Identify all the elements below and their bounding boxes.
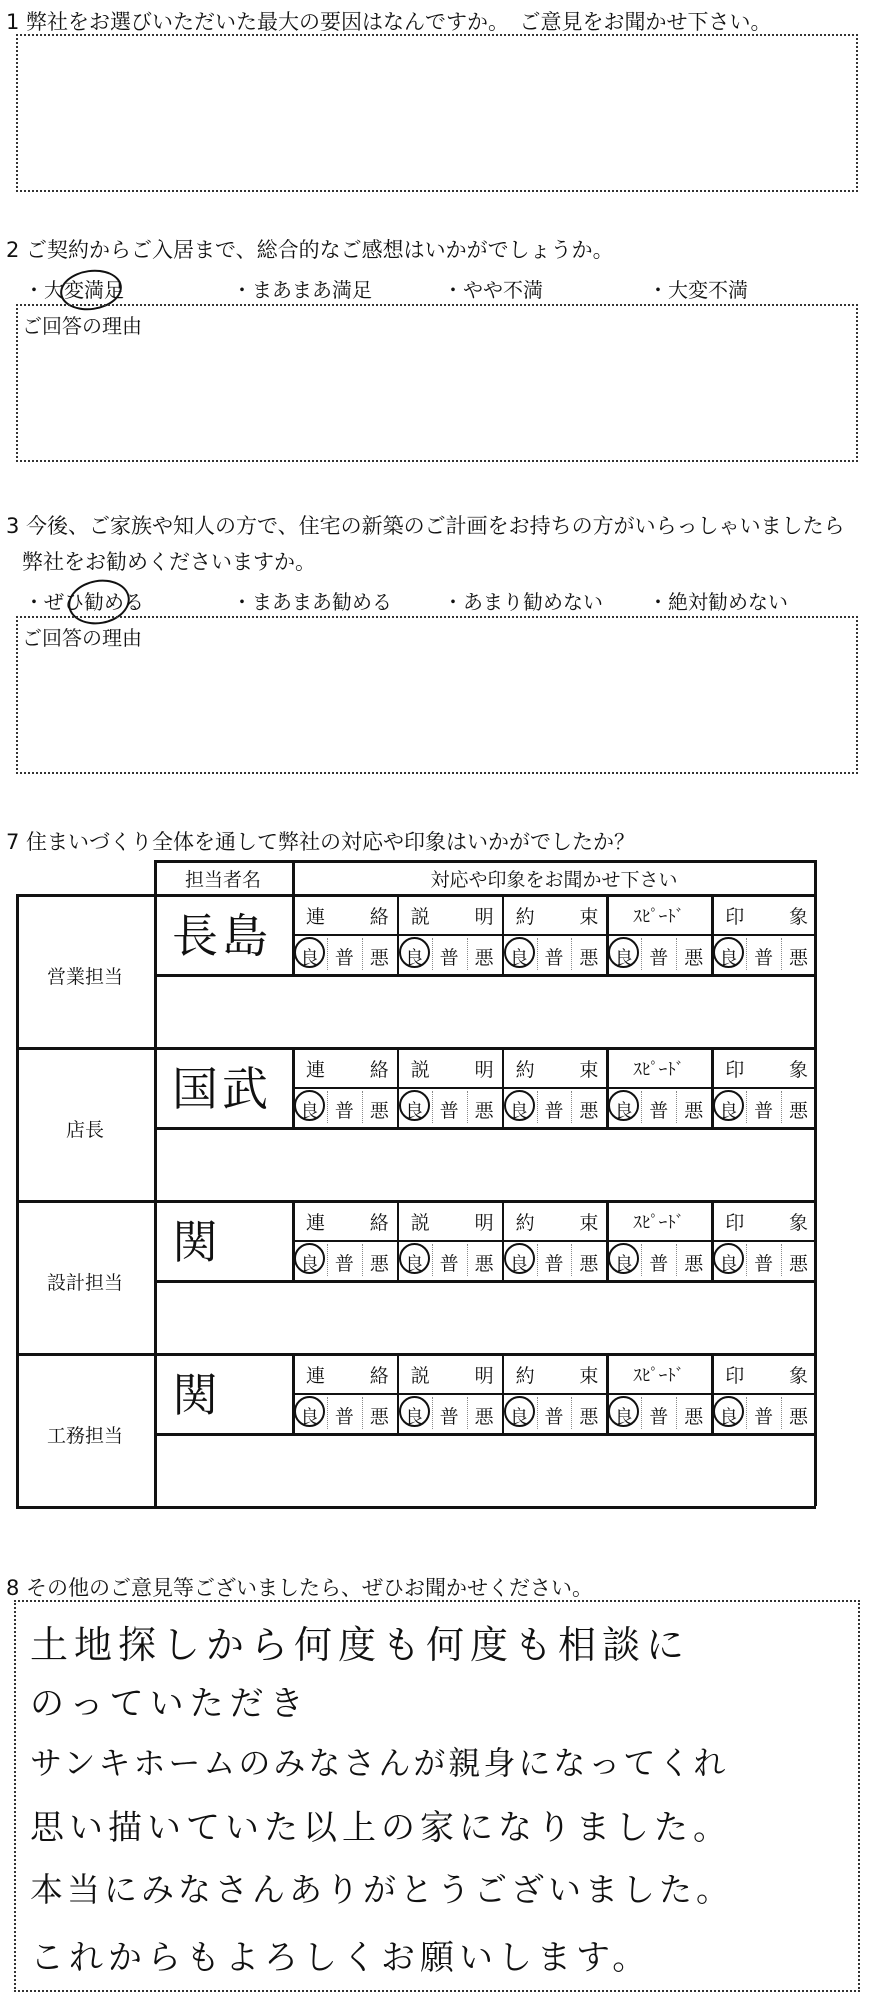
category-label: 説 (410, 906, 430, 928)
q2-text: 2 ご契約からご入居まで、総合的なご感想はいかがでしょうか。 (6, 238, 614, 262)
header-top-line (154, 860, 816, 863)
category-label: 説 (410, 1059, 430, 1081)
rating-option[interactable]: 普 (544, 1100, 564, 1122)
category-label: 説 (410, 1365, 430, 1387)
row-divider (16, 1200, 816, 1203)
rating-option[interactable]: 良 (509, 1406, 529, 1428)
rating-selected-circle (399, 1090, 430, 1121)
rating-selected-circle (399, 1396, 430, 1427)
rating-option[interactable]: 普 (649, 1253, 669, 1275)
category-label: 約 (515, 1365, 535, 1387)
q3-text-line1: 3 今後、ご家族や知人の方で、住宅の新築のご計画をお持ちの方がいらっしゃいましたら (6, 514, 845, 538)
category-line (292, 934, 816, 936)
q7-text: 7 住まいづくり全体を通して弊社の対応や印象はいかがでしたか？ (6, 830, 636, 854)
rating-bottom-line (154, 1433, 816, 1436)
q3-option-never[interactable]: ・絶対勧めない (648, 590, 788, 614)
rating-option[interactable]: 普 (439, 947, 459, 969)
category-label: 明 (474, 906, 494, 928)
category-label: 象 (788, 1059, 808, 1081)
rating-option[interactable]: 良 (509, 1100, 529, 1122)
category-label: 連 (306, 1059, 326, 1081)
q3-option-somewhat[interactable]: ・まあまあ勧める (232, 590, 392, 614)
rating-option[interactable]: 悪 (789, 1406, 809, 1428)
rating-option[interactable]: 普 (754, 1253, 774, 1275)
rating-selected-circle (399, 937, 430, 968)
rating-option[interactable]: 普 (754, 947, 774, 969)
q8-handwritten-line-6: これからもよろしくお願いします。 (30, 1938, 652, 1978)
category-label: 連 (306, 1212, 326, 1234)
category-label: 絡 (369, 1212, 389, 1234)
rating-option[interactable]: 悪 (789, 947, 809, 969)
rating-option[interactable]: 悪 (369, 1100, 389, 1122)
rating-option[interactable]: 悪 (684, 947, 704, 969)
rating-option[interactable]: 普 (334, 1100, 354, 1122)
rating-option[interactable]: 良 (614, 1100, 634, 1122)
category-label-speed: ｽﾋﾟｰﾄﾞ (633, 907, 685, 927)
role-label: 営業担当 (46, 966, 123, 988)
rating-option[interactable]: 悪 (684, 1406, 704, 1428)
category-label: 絡 (369, 1365, 389, 1387)
q1-answer-box[interactable] (16, 34, 858, 192)
rating-option[interactable]: 普 (544, 947, 564, 969)
rating-option[interactable]: 普 (334, 1253, 354, 1275)
rating-selected-circle (294, 1396, 325, 1427)
rating-option[interactable]: 普 (334, 1406, 354, 1428)
rating-option[interactable]: 悪 (684, 1100, 704, 1122)
q3-text-line2: 弊社をお勧めくださいますか。 (22, 550, 316, 574)
category-label: 連 (306, 1365, 326, 1387)
rating-selected-circle (294, 1243, 325, 1274)
rating-selected-circle (504, 937, 535, 968)
rating-selected-circle (504, 1243, 535, 1274)
q2-option-somewhat-satisfied[interactable]: ・まあまあ満足 (232, 278, 372, 302)
rating-selected-circle (294, 1090, 325, 1121)
table-bottom-line (16, 1506, 816, 1509)
category-label: 約 (515, 906, 535, 928)
category-label: 象 (788, 1212, 808, 1234)
rating-option[interactable]: 悪 (579, 1406, 599, 1428)
category-label: 印 (725, 1212, 745, 1234)
staff-name-handwritten: 長島 (172, 909, 272, 963)
rating-option[interactable]: 良 (404, 1100, 424, 1122)
rating-option[interactable]: 良 (404, 1253, 424, 1275)
category-label: 束 (579, 906, 599, 928)
rating-option[interactable]: 良 (614, 1253, 634, 1275)
category-label: 束 (579, 1212, 599, 1234)
rating-option[interactable]: 良 (299, 947, 319, 969)
q2-option-very-satisfied[interactable]: ・大変満足 (24, 278, 124, 302)
rating-bottom-line (154, 974, 816, 977)
category-label-speed: ｽﾋﾟｰﾄﾞ (633, 1213, 685, 1233)
category-label: 象 (788, 906, 808, 928)
q1-text: 1 弊社をお選びいただいた最大の要因はなんですか。 ご意見をお聞かせ下さい。 (6, 10, 772, 34)
category-label: 連 (306, 906, 326, 928)
staff-name-handwritten: 関 (172, 1215, 222, 1269)
category-label: 印 (725, 1059, 745, 1081)
category-label: 絡 (369, 906, 389, 928)
rating-option[interactable]: 普 (754, 1406, 774, 1428)
category-label: 明 (474, 1059, 494, 1081)
header-evaluation: 対応や印象をお聞かせ下さい (430, 869, 678, 891)
role-label: 工務担当 (46, 1425, 123, 1447)
category-label: 印 (725, 906, 745, 928)
category-label: 明 (474, 1365, 494, 1387)
staff-name-handwritten: 関 (172, 1368, 222, 1422)
table-top-line (16, 894, 816, 897)
rating-option[interactable]: 普 (334, 947, 354, 969)
q3-reason-label: ご回答の理由 (22, 626, 142, 650)
rating-selected-circle (713, 1243, 744, 1274)
rating-option[interactable]: 普 (649, 947, 669, 969)
row-divider (16, 1047, 816, 1050)
rating-option[interactable]: 普 (649, 1406, 669, 1428)
rating-selected-circle (399, 1243, 430, 1274)
rating-option[interactable]: 悪 (474, 1253, 494, 1275)
q2-option-very-dissatisfied[interactable]: ・大変不満 (648, 278, 748, 302)
rating-selected-circle (504, 1090, 535, 1121)
rating-selected-circle (713, 1090, 744, 1121)
category-label: 象 (788, 1365, 808, 1387)
rating-option[interactable]: 普 (649, 1100, 669, 1122)
category-label: 説 (410, 1212, 430, 1234)
rating-selected-circle (713, 937, 744, 968)
q8-handwritten-line-5: 本当にみなさんありがとうございました。 (30, 1870, 733, 1909)
header-staff-name: 担当者名 (184, 869, 261, 891)
rating-option[interactable]: 悪 (369, 947, 389, 969)
q8-text: 8 その他のご意見等ございましたら、ぜひお聞かせください。 (6, 1576, 594, 1600)
rating-option[interactable]: 悪 (474, 1406, 494, 1428)
category-label: 明 (474, 1212, 494, 1234)
q3-reason-box[interactable] (16, 616, 858, 774)
rating-option[interactable]: 良 (614, 947, 634, 969)
rating-option[interactable]: 良 (299, 1406, 319, 1428)
rating-option[interactable]: 良 (719, 1253, 739, 1275)
rating-option[interactable]: 悪 (789, 1253, 809, 1275)
rating-option[interactable]: 悪 (474, 1100, 494, 1122)
rating-selected-circle (504, 1396, 535, 1427)
category-line (292, 1240, 816, 1242)
rating-option[interactable]: 普 (544, 1253, 564, 1275)
rating-option[interactable]: 良 (719, 1100, 739, 1122)
q8-handwritten-line-4: 思い描いていた以上の家になりました。 (30, 1808, 732, 1848)
rating-bottom-line (154, 1280, 816, 1283)
rating-option[interactable]: 悪 (684, 1253, 704, 1275)
rating-option[interactable]: 普 (754, 1100, 774, 1122)
row-divider (16, 1353, 816, 1356)
rating-option[interactable]: 悪 (789, 1100, 809, 1122)
q2-option-somewhat-dissatisfied[interactable]: ・やや不満 (443, 278, 543, 302)
rating-option[interactable]: 悪 (579, 1253, 599, 1275)
rating-selected-circle (294, 937, 325, 968)
rating-selected-circle (713, 1396, 744, 1427)
category-label: 絡 (369, 1059, 389, 1081)
q8-handwritten-line-3: サンキホームのみなさんが親身になってくれ (30, 1744, 729, 1782)
rating-option[interactable]: 普 (439, 1406, 459, 1428)
category-label-speed: ｽﾋﾟｰﾄﾞ (633, 1366, 685, 1386)
staff-name-handwritten: 国武 (172, 1062, 272, 1116)
rating-option[interactable]: 普 (544, 1406, 564, 1428)
rating-option[interactable]: 普 (439, 1100, 459, 1122)
rating-option[interactable]: 悪 (579, 947, 599, 969)
q3-option-definitely[interactable]: ・ぜひ勧める (24, 590, 144, 614)
rating-option[interactable]: 悪 (369, 1406, 389, 1428)
rating-option[interactable]: 良 (719, 1406, 739, 1428)
q2-reason-label: ご回答の理由 (22, 314, 142, 338)
rating-option[interactable]: 悪 (369, 1253, 389, 1275)
category-line (292, 1087, 816, 1089)
category-line (292, 1393, 816, 1395)
category-label: 印 (725, 1365, 745, 1387)
category-label: 約 (515, 1212, 535, 1234)
role-label: 店長 (65, 1119, 104, 1141)
q8-handwritten-line-1: 土地探しから何度も何度も相談に (30, 1623, 691, 1667)
q2-reason-box[interactable] (16, 304, 858, 462)
rating-bottom-line (154, 1127, 816, 1130)
category-label: 束 (579, 1059, 599, 1081)
category-label-speed: ｽﾋﾟｰﾄﾞ (633, 1060, 685, 1080)
rating-option[interactable]: 悪 (579, 1100, 599, 1122)
rating-option[interactable]: 良 (509, 947, 529, 969)
rating-option[interactable]: 良 (404, 947, 424, 969)
role-label: 設計担当 (46, 1272, 123, 1294)
rating-option[interactable]: 良 (614, 1406, 634, 1428)
category-label: 約 (515, 1059, 535, 1081)
q8-handwritten-line-2: のっていただき (30, 1684, 310, 1724)
category-label: 束 (579, 1365, 599, 1387)
rating-option[interactable]: 普 (439, 1253, 459, 1275)
rating-option[interactable]: 良 (509, 1253, 529, 1275)
rating-option[interactable]: 良 (299, 1253, 319, 1275)
q3-option-not-really[interactable]: ・あまり勧めない (443, 590, 603, 614)
rating-option[interactable]: 良 (719, 947, 739, 969)
rating-option[interactable]: 悪 (474, 947, 494, 969)
rating-option[interactable]: 良 (299, 1100, 319, 1122)
rating-option[interactable]: 良 (404, 1406, 424, 1428)
